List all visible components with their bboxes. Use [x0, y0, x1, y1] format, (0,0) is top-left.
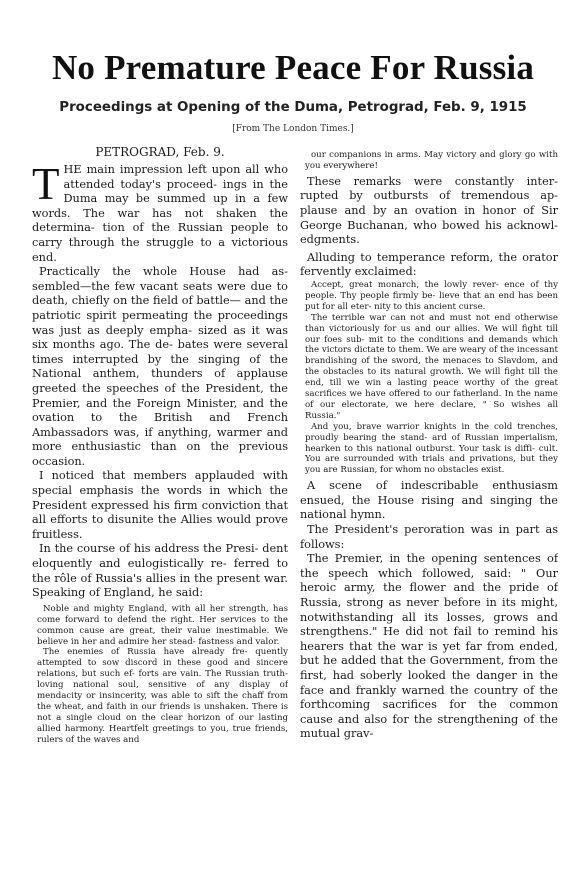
quoted-speech	[300, 280, 558, 476]
quoted-speech	[32, 604, 288, 746]
right-body-continued	[300, 479, 558, 742]
left-column	[32, 145, 288, 870]
quote-paragraph: Accept, great monarch, the lowly rever- ence of thy people. Thy people firmly be- lieve that an end has been put for all eter- nity to this ancient curse.	[305, 279, 558, 312]
subheadline: Proceedings at Opening of the Duma, Petrograd, Feb. 9, 1915	[59, 100, 527, 115]
right-body	[300, 175, 558, 280]
article-paragraph: I noticed that members applauded with special emphasis the words in which the President expressed his firm conviction that all efforts to disunite the Allies would prove fruitless.	[32, 469, 288, 541]
quote-paragraph: The enemies of Russia have already fre- quently attempted to sow discord in these good and sincere relations, but such ef- forts are vain. The Russian truth-loving national soul, sensitive of any display of mendacity or insincerity, was able to sift the chaff from the wheat, and faith in our friends is unshaken. There is not a single cloud on the clear horizon of our lasting allied harmony. Heartfelt greetings to you, true friends, rulers of the waves and	[37, 647, 288, 745]
article-paragraph: In the course of his address the Presi- dent eloquently and eulogistically re- ferred to the rôle of Russia's allies in the present war. Speaking of England, he said:	[32, 542, 288, 600]
article-paragraph: The President's peroration was in part as follows:	[300, 523, 558, 551]
quote-paragraph: The terrible war can not and must not end otherwise than victoriously for us and our allies. We will fight till our foes sub- mit to the conditions and demands which the victors dictate to them. We are weary of the incessant brandishing of the sword, the menaces to Slavdom, and the obstacles to its natural growth. We will fight till the end, till we win a lasting peace worthy of the great sacrifices we have offered to our fatherland. In the name of our electorate, we here declare, " So wishes all Russia."	[305, 312, 558, 421]
article-paragraph: The Premier, in the opening sentences of the speech which followed, said: " Our heroic army, the flower and the pride of Russia, strong as never before in its might, notwithstanding all its losses, grows and strengthens." He did not fail to remind his hearers that the war is yet far from ended, but he added that the Government, from the first, had soberly looked the danger in the face and frankly warned the country of the forthcoming sacrifices for the common cause and also for the strengthening of the mutual grav-	[300, 552, 558, 741]
dateline: PETROGRAD, Feb. 9.	[95, 145, 225, 159]
article-paragraph: A scene of indescribable enthusiasm ensued, the House rising and singing the national hymn.	[300, 479, 558, 522]
article-paragraph: These remarks were constantly inter- rupted by outbursts of tremendous ap- plause and by an ovation in honor of Sir George Buchanan, who bowed his acknowl- edgments.	[300, 174, 558, 247]
article-paragraph: Alluding to temperance reform, the orator fervently exclaimed:	[300, 250, 558, 279]
quoted-speech	[300, 150, 558, 172]
quote-paragraph: And you, brave warrior knights in the cold trenches, proudly bearing the stand- ard of Russian imperialism, hearken to this national outburst. Your task is diffi- cult. You are surrounded with trials and privations, but they you are Russian, for whom no obstacles exist.	[305, 421, 558, 476]
source-attribution: [From The London Times.]	[232, 124, 354, 134]
left-body	[32, 159, 288, 601]
quote-paragraph: Noble and mighty England, with all her strength, has come forward to defend the right. Her services to the common cause are great, their value inestimable. We believe in her and admire her stead- fastness and valor.	[37, 603, 288, 647]
article-paragraph: Practically the whole House had as- sembled—the few vacant seats were due to death, chiefly on the field of battle— and the patriotic spirit permeating the proceedings was just as deeply empha- sized as it was six months ago. The de- bates were several times interrupted by the singing of the National anthem, thunders of applause greeted the speeches of the President, the Premier, and the Foreign Minister, and the ovation to the British and French Ambassadors was, if anything, warmer and more enthusiastic than on the previous occasion.	[32, 265, 288, 468]
right-column	[300, 150, 558, 875]
quote-paragraph: our companions in arms. May victory and glory go with you everywhere!	[305, 150, 558, 171]
article-paragraph: THE main impression left upon all who attended today's proceed- ings in the Duma may be summed up in a few words. The war has not shaken the determina- tion of the Russian people to carry through the struggle to a victorious end.	[32, 159, 288, 264]
headline: No Premature Peace For Russia	[51, 48, 535, 87]
drop-cap: T	[32, 159, 60, 209]
